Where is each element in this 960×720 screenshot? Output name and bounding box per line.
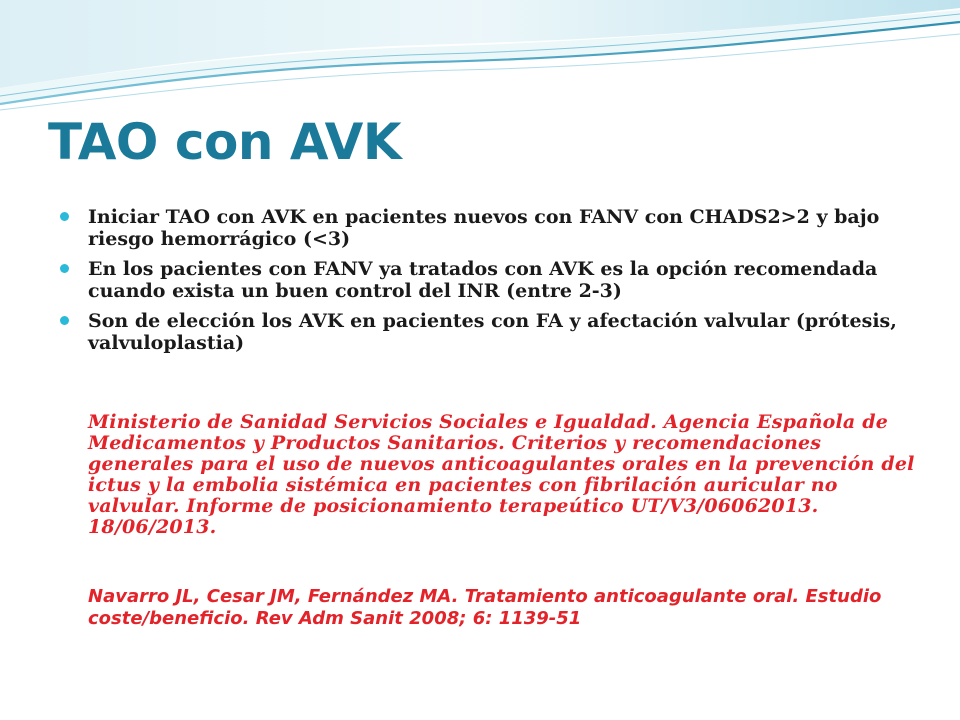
bullet-item [60,206,920,250]
reference-navarro: Navarro JL, Cesar JM, Fernández MA. Tratamiento anticoagulante oral. Estudio coste/beneficio. Rev Adm Sanit 2008; 6: 1139-51 [88,586,882,629]
bullet-item [60,258,920,302]
bullet-dot-icon [60,264,69,273]
reference-ministerio: Ministerio de Sanidad Servicios Sociales e Igualdad. Agencia Española de Medicamentos y Productos Sanitarios. Criterios y recomendaciones generales para el uso de nuevos anticoagulantes orales en la prevención del ictus y la embolia sistémica en pacientes con fibrilación auricular no valvular. Informe de posicionamiento terapeútico UT/V3/06062013. 18/06/2013. [88,411,915,538]
bullet-dot-icon [60,212,69,221]
bullet-item [60,310,920,354]
bullet-text: Son de elección los AVK en pacientes con FA y afectación valvular (prótesis, valvuloplastia) [88,310,897,354]
bullet-text: En los pacientes con FANV ya tratados con AVK es la opción recomendada cuando exista un buen control del INR (entre 2-3) [88,258,878,302]
bullet-list [60,206,920,362]
header-wave-decoration [0,0,960,120]
slide-title: TAO con AVK [48,113,402,171]
bullet-text: Iniciar TAO con AVK en pacientes nuevos con FANV con CHADS2>2 y bajo riesgo hemorrágico (<3) [88,206,880,250]
bullet-dot-icon [60,316,69,325]
